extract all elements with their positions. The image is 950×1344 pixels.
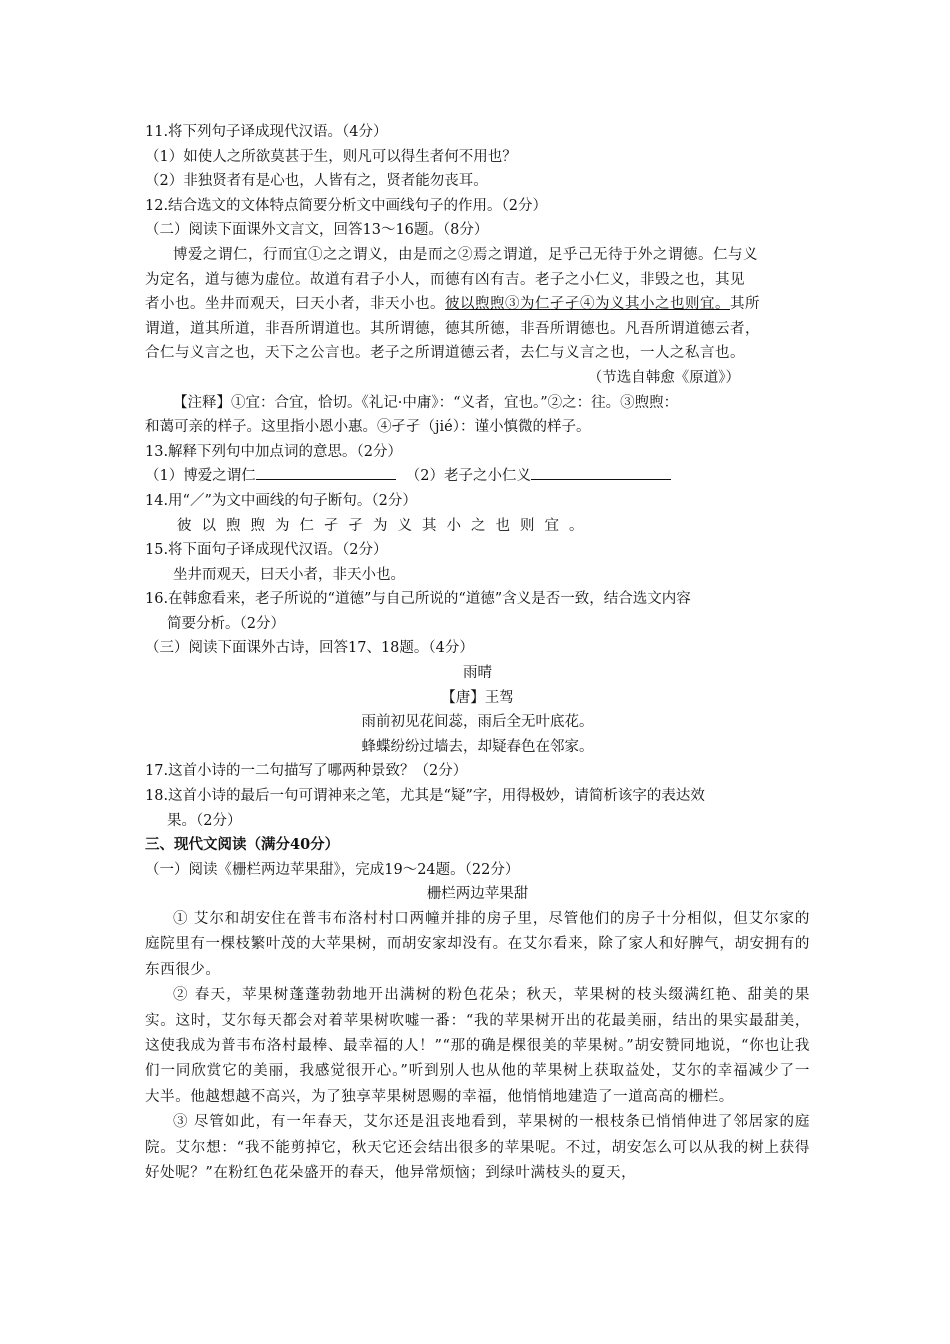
- q15-text: 坐井而观天，曰天小者，非天小也。: [173, 566, 405, 583]
- q16-line-2: 简要分析。（2分）: [167, 615, 285, 632]
- q13-title: 13.解释下列句中加点词的意思。（2分）: [145, 443, 403, 460]
- q12-title: 12.结合选文的文体特点简要分析文中画线句子的作用。（2分）: [145, 197, 548, 214]
- annotation-line-2: 和蔼可亲的样子。这里指小恩小惠。④孑孑（jié）：谨小慎微的样子。: [145, 419, 591, 436]
- part-3-heading: 三、现代文阅读（满分40分）: [145, 836, 340, 854]
- annotation-line-1: 【注释】①宜：合宜，恰切。《礼记·中庸》：“义者，宜也。”②之：往。③煦煦：: [173, 394, 679, 411]
- story-paragraph-2: ② 春天，苹果树蓬蓬勃勃地开出满树的粉色花朵；秋天，苹果树的枝头缀满红艳、甜美的果实。这时，艾尔每天都会对着苹果树吹嘘一番：“我的苹果树开出的花最美丽，结出的果实最甜美，这使我成为普韦布洛村最棒、最幸福的人！”“那的确是棵很美的苹果树。”胡安赞同地说，“你也让我们一同欣赏它的美丽，我感觉很开心。”听到别人也从他的苹果树上获取益处，艾尔的幸福减少了一大半。他越想越不高兴，为了独享苹果树恩赐的幸福，他悄悄地建造了一道高高的栅栏。: [145, 987, 810, 1105]
- section-2-title: （二）阅读下面课外文言文，回答13～16题。（8分）: [145, 222, 489, 239]
- passage-source: （节选自韩愈《原道》）: [587, 369, 740, 386]
- q13-item-b: （2）老子之小仁义: [405, 468, 531, 485]
- underlined-sentence: 彼以煦煦③为仁孑孑④为义其小之也则宜。: [445, 296, 730, 313]
- q16-line-1: 16.在韩愈看来，老子所说的“道德”与自己所说的“道德”含义是否一致，结合选文内容: [145, 591, 691, 608]
- q11-sentence-2: （2）非独贤者有是心也，人皆有之，贤者能勿丧耳。: [145, 173, 488, 190]
- poem-line-1: 雨前初见花间蕊，雨后全无叶底花。: [361, 714, 594, 731]
- passage-line-5: 合仁与义言之也，天下之公言也。老子之所谓道德云者，去仁与义言之也，一人之私言也。: [145, 345, 745, 362]
- q13-item-a: （1）博爱之谓仁: [145, 468, 256, 485]
- passage-line-2: 为定名，道与德为虚位。故道有君子小人，而德有凶有吉。老子之小仁义，非毁之也，其见: [145, 271, 745, 288]
- q13-items: [145, 464, 810, 489]
- poem-line-2: 蜂蝶纷纷过墙去，却疑春色在邻家。: [361, 738, 594, 755]
- poem-author: 【唐】王驾: [441, 689, 514, 706]
- q18-line-1: 18.这首小诗的最后一句可谓神来之笔，尤其是“疑”字，用得极妙，请简析该字的表达效: [145, 788, 705, 805]
- q13-blank-b[interactable]: [531, 465, 671, 480]
- q14-title: 14.用“／”为文中画线的句子断句。（2分）: [145, 492, 417, 509]
- q11-sentence-1: （1）如使人之所欲莫甚于生，则凡可以得生者何不用也？: [145, 148, 517, 165]
- q15-title: 15.将下面句子译成现代汉语。（2分）: [145, 542, 388, 559]
- passage-line-3a: 者小也。坐井而观天，曰天小者，非天小也。: [145, 296, 445, 313]
- exam-page: [145, 120, 810, 1186]
- section-3-title: （三）阅读下面课外古诗，回答17、18题。（4分）: [145, 640, 474, 657]
- q17-title: 17.这首小诗的一二句描写了哪两种景致？（2分）: [145, 763, 468, 780]
- q18-line-2: 果。（2分）: [167, 812, 242, 829]
- passage-line-4: 谓道，道其所道，非吾所谓道也。其所谓德，德其所德，非吾所谓德也。凡吾所谓道德云者，: [145, 320, 760, 337]
- q14-text: 彼以煦煦为仁孑孑为义其小之也则宜。: [177, 517, 594, 534]
- passage-line-3: [145, 292, 810, 317]
- story-paragraph-1: ① 艾尔和胡安住在普韦布洛村村口两幢并排的房子里，尽管他们的房子十分相似，但艾尔家的庭院里有一棵枝繁叶茂的大苹果树，而胡安家却没有。在艾尔看来，除了家人和好脾气，胡安拥有的东西很少。: [145, 911, 810, 978]
- q13-blank-a[interactable]: [256, 465, 396, 480]
- story-paragraph-3: ③ 尽管如此，有一年春天，艾尔还是沮丧地看到，苹果树的一根枝条已悄悄伸进了邻居家的庭院。艾尔想：“我不能剪掉它，秋天它还会结出很多的苹果呢。不过，胡安怎么可以从我的树上获得好处呢？”在粉红色花朵盛开的春天，他异常烦恼；到绿叶满枝头的夏天，: [145, 1114, 810, 1182]
- section-4-title: （一）阅读《栅栏两边苹果甜》，完成19～24题。（22分）: [145, 861, 520, 878]
- poem-title: 雨晴: [463, 665, 492, 682]
- q11-title: 11.将下列句子译成现代汉语。（4分）: [145, 124, 388, 140]
- passage-line-1: 博爱之谓仁，行而宜①之之谓义，由是而之②焉之谓道，足乎己无待于外之谓德。仁与义: [173, 246, 758, 263]
- story-title: 栅栏两边苹果甜: [426, 886, 529, 903]
- passage-line-3b: 其所: [730, 296, 760, 313]
